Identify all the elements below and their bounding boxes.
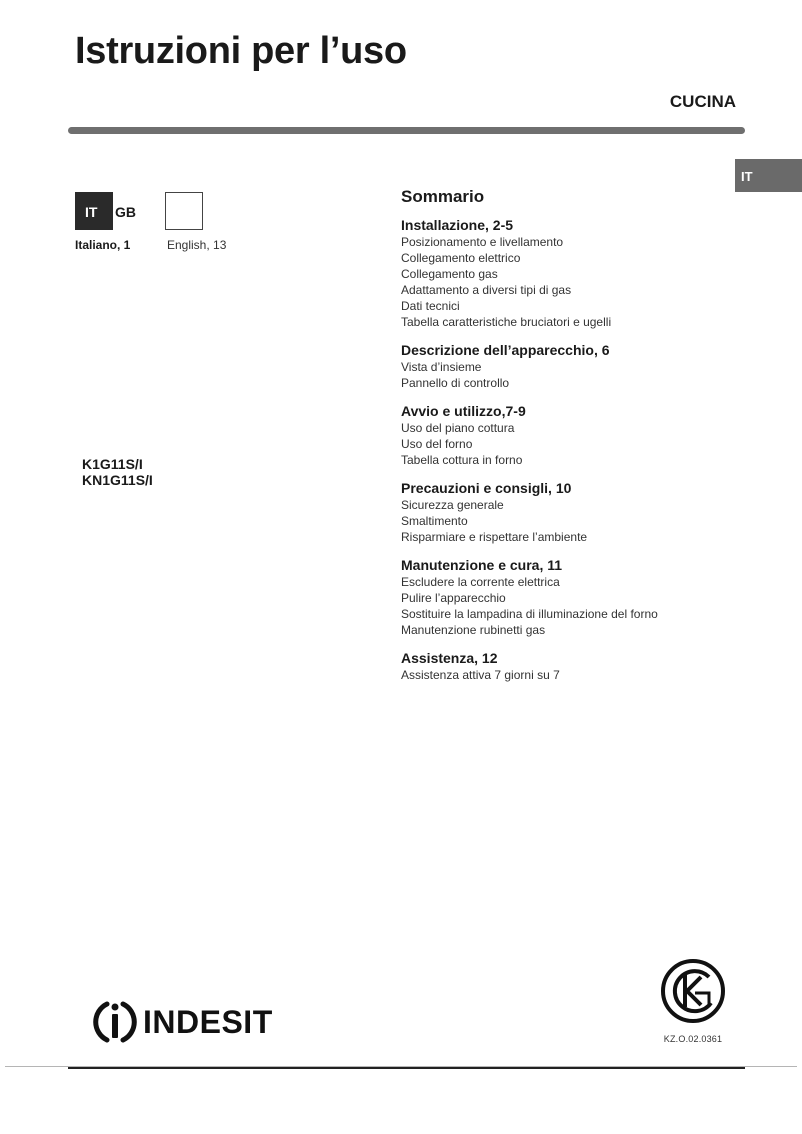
toc-section-title[interactable]: Precauzioni e consigli, 10 [401, 480, 572, 496]
table-of-contents [401, 187, 761, 695]
indesit-i-logo-icon [93, 998, 137, 1046]
page-title: Istruzioni per l’uso [75, 30, 407, 72]
toc-section-descrizione [401, 342, 761, 391]
top-divider [68, 127, 745, 134]
model-number: K1G11S/I [82, 456, 143, 472]
kz-certification-icon [659, 959, 727, 1032]
model-number: KN1G11S/I [82, 472, 153, 488]
toc-item[interactable]: Adattamento a diversi tipi di gas [401, 283, 572, 297]
toc-section-avvio [401, 403, 761, 468]
language-side-tab-label: IT [741, 169, 753, 184]
language-label-english: English, 13 [167, 238, 227, 252]
toc-section-assistenza [401, 650, 761, 683]
language-box-gb[interactable] [165, 192, 203, 230]
toc-section-installazione [401, 217, 761, 330]
toc-section-title[interactable]: Descrizione dell’apparecchio, 6 [401, 342, 610, 358]
product-category: CUCINA [669, 92, 736, 111]
toc-section-title[interactable]: Manutenzione e cura, 11 [401, 557, 563, 573]
toc-section-title[interactable]: Installazione, 2-5 [401, 217, 514, 233]
toc-item[interactable]: Sicurezza generale [401, 498, 504, 512]
certification-mark [659, 959, 727, 1044]
toc-item[interactable]: Vista d’insieme [401, 360, 482, 374]
toc-item[interactable]: Uso del forno [401, 437, 473, 451]
toc-item[interactable]: Escludere la corrente elettrica [401, 575, 560, 589]
toc-section-manutenzione [401, 557, 761, 638]
model-numbers [82, 456, 153, 488]
toc-item[interactable]: Sostituire la lampadina di illuminazione del forno [401, 607, 658, 621]
brand-name: INDESIT [143, 1003, 273, 1040]
language-label-italiano: Italiano, 1 [75, 238, 131, 252]
toc-item[interactable]: Uso del piano cottura [401, 421, 515, 435]
toc-item[interactable]: Pannello di controllo [401, 376, 510, 390]
toc-item[interactable]: Tabella caratteristiche bruciatori e ugelli [401, 315, 612, 329]
brand-logo [93, 997, 273, 1047]
language-box-gb-label[interactable]: GB [115, 204, 136, 220]
toc-item[interactable]: Smaltimento [401, 514, 468, 528]
toc-item[interactable]: Collegamento elettrico [401, 251, 521, 265]
bottom-divider [68, 1067, 745, 1069]
toc-item[interactable]: Pulire l’apparecchio [401, 591, 506, 605]
toc-item[interactable]: Tabella cottura in forno [401, 453, 523, 467]
toc-section-title[interactable]: Avvio e utilizzo,7-9 [401, 403, 526, 419]
toc-item[interactable]: Dati tecnici [401, 299, 460, 313]
toc-item[interactable]: Risparmiare e rispettare l’ambiente [401, 530, 588, 544]
toc-item[interactable]: Posizionamento e livellamento [401, 235, 564, 249]
toc-item[interactable]: Manutenzione rubinetti gas [401, 623, 546, 637]
toc-title: Sommario [401, 187, 485, 206]
toc-section-precauzioni [401, 480, 761, 545]
toc-item[interactable]: Assistenza attiva 7 giorni su 7 [401, 668, 560, 682]
toc-section-title[interactable]: Assistenza, 12 [401, 650, 498, 666]
certification-code: KZ.O.02.0361 [663, 1034, 723, 1044]
language-box-it[interactable] [75, 192, 113, 230]
language-box-it-label: IT [85, 204, 98, 220]
toc-item[interactable]: Collegamento gas [401, 267, 498, 281]
